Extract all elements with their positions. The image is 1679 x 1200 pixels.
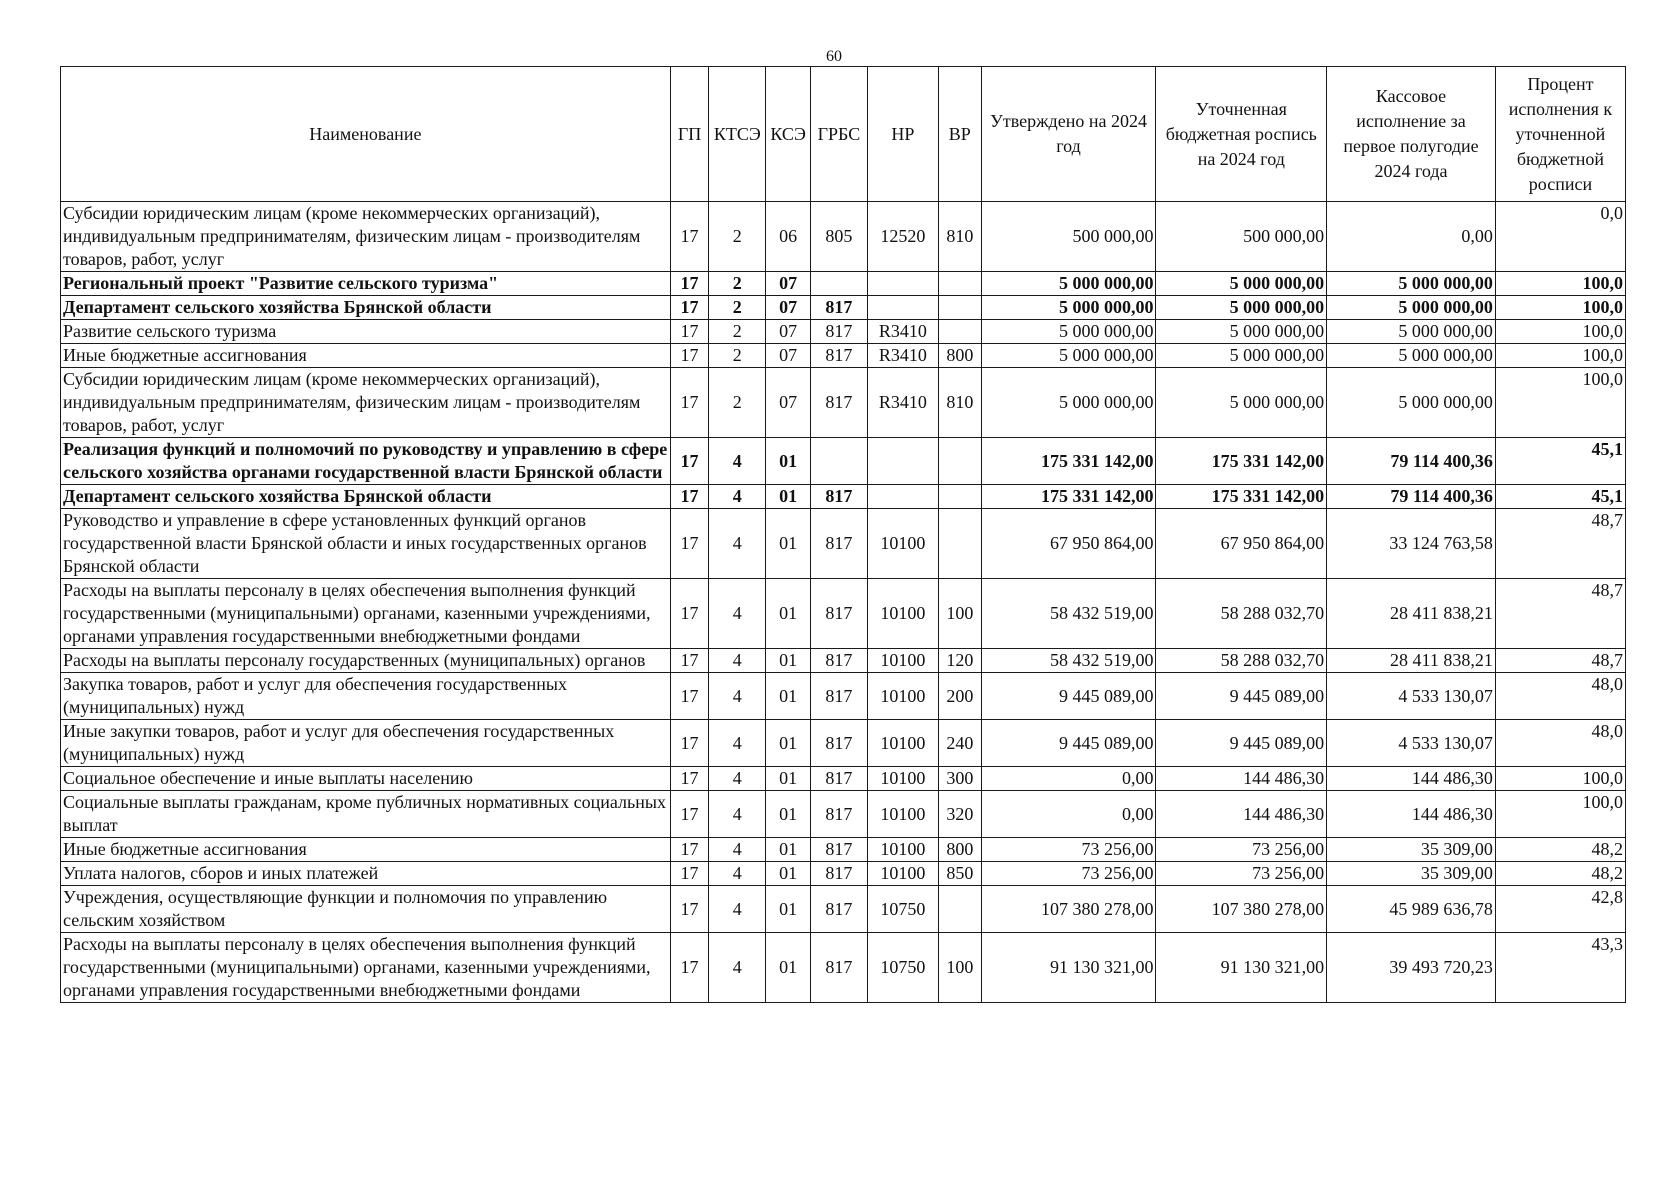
cell-gp: 17: [670, 296, 709, 320]
cell-approved: 500 000,00: [981, 202, 1156, 272]
cell-cash: 28 411 838,21: [1327, 649, 1496, 673]
cell-percent: 48,2: [1495, 838, 1625, 862]
cell-ktse: 4: [709, 579, 766, 649]
table-row: [61, 767, 1626, 791]
cell-approved: 107 380 278,00: [981, 886, 1156, 933]
cell-name: Учреждения, осуществляющие функции и полномочия по управлению сельским хозяйством: [61, 886, 671, 933]
cell-cash: 5 000 000,00: [1327, 296, 1496, 320]
cell-grbs: 817: [810, 344, 867, 368]
cell-refined: 5 000 000,00: [1156, 344, 1327, 368]
cell-gp: 17: [670, 320, 709, 344]
column-header-gp: ГП: [670, 67, 709, 202]
cell-ktse: 4: [709, 649, 766, 673]
table-row: [61, 933, 1626, 1003]
column-header-kse: КСЭ: [766, 67, 811, 202]
cell-refined: 58 288 032,70: [1156, 579, 1327, 649]
cell-name: Иные бюджетные ассигнования: [61, 838, 671, 862]
cell-gp: 17: [670, 649, 709, 673]
table-row: [61, 886, 1626, 933]
cell-vr: [938, 320, 981, 344]
column-header-approved: Утверждено на 2024 год: [981, 67, 1156, 202]
cell-percent: 45,1: [1495, 485, 1625, 509]
cell-name: Региональный проект "Развитие сельского туризма": [61, 272, 671, 296]
budget-execution-table: [60, 66, 1626, 1003]
cell-refined: 73 256,00: [1156, 838, 1327, 862]
cell-gp: 17: [670, 202, 709, 272]
cell-gp: 17: [670, 791, 709, 838]
cell-nr: 10750: [867, 886, 938, 933]
table-row: [61, 272, 1626, 296]
cell-nr: 10100: [867, 649, 938, 673]
cell-name: Иные закупки товаров, работ и услуг для обеспечения государственных (муниципальных) нужд: [61, 720, 671, 767]
cell-cash: 5 000 000,00: [1327, 368, 1496, 438]
cell-grbs: [810, 438, 867, 485]
cell-name: Социальные выплаты гражданам, кроме публичных нормативных социальных выплат: [61, 791, 671, 838]
cell-cash: 28 411 838,21: [1327, 579, 1496, 649]
cell-vr: 800: [938, 344, 981, 368]
table-row: [61, 838, 1626, 862]
cell-refined: 500 000,00: [1156, 202, 1327, 272]
cell-name: Социальное обеспечение и иные выплаты населению: [61, 767, 671, 791]
cell-refined: 175 331 142,00: [1156, 485, 1327, 509]
cell-kse: 01: [766, 886, 811, 933]
cell-nr: [867, 296, 938, 320]
cell-nr: [867, 438, 938, 485]
cell-cash: 5 000 000,00: [1327, 320, 1496, 344]
cell-approved: 9 445 089,00: [981, 673, 1156, 720]
cell-refined: 73 256,00: [1156, 862, 1327, 886]
cell-ktse: 4: [709, 673, 766, 720]
cell-approved: 175 331 142,00: [981, 485, 1156, 509]
cell-nr: 10750: [867, 933, 938, 1003]
cell-name: Расходы на выплаты персоналу в целях обеспечения выполнения функций государственными (муниципальными) органами, казенными учреждениями, органами управления государственными внебюджетными фондами: [61, 579, 671, 649]
cell-name: Расходы на выплаты персоналу государственных (муниципальных) органов: [61, 649, 671, 673]
cell-percent: 45,1: [1495, 438, 1625, 485]
cell-vr: 100: [938, 933, 981, 1003]
cell-nr: 10100: [867, 838, 938, 862]
cell-approved: 0,00: [981, 767, 1156, 791]
cell-gp: 17: [670, 933, 709, 1003]
table-row: [61, 579, 1626, 649]
cell-kse: 01: [766, 720, 811, 767]
cell-ktse: 4: [709, 838, 766, 862]
cell-approved: 5 000 000,00: [981, 368, 1156, 438]
cell-approved: 0,00: [981, 791, 1156, 838]
cell-vr: 810: [938, 202, 981, 272]
cell-kse: 07: [766, 368, 811, 438]
cell-nr: R3410: [867, 344, 938, 368]
cell-name: Иные бюджетные ассигнования: [61, 344, 671, 368]
cell-name: Субсидии юридическим лицам (кроме некоммерческих организаций), индивидуальным предпринимателям, физическим лицам - производителям товаров, работ, услуг: [61, 202, 671, 272]
cell-gp: 17: [670, 272, 709, 296]
cell-refined: 144 486,30: [1156, 791, 1327, 838]
table-row: [61, 344, 1626, 368]
cell-vr: [938, 296, 981, 320]
cell-percent: 43,3: [1495, 933, 1625, 1003]
cell-refined: 107 380 278,00: [1156, 886, 1327, 933]
cell-name: Закупка товаров, работ и услуг для обеспечения государственных (муниципальных) нужд: [61, 673, 671, 720]
cell-nr: R3410: [867, 320, 938, 344]
cell-ktse: 2: [709, 368, 766, 438]
cell-cash: 0,00: [1327, 202, 1496, 272]
cell-gp: 17: [670, 509, 709, 579]
cell-vr: 800: [938, 838, 981, 862]
cell-name: Субсидии юридическим лицам (кроме некоммерческих организаций), индивидуальным предпринимателям, физическим лицам - производителям товаров, работ, услуг: [61, 368, 671, 438]
cell-vr: 300: [938, 767, 981, 791]
cell-cash: 4 533 130,07: [1327, 720, 1496, 767]
cell-kse: 07: [766, 320, 811, 344]
cell-kse: 07: [766, 296, 811, 320]
cell-percent: 100,0: [1495, 368, 1625, 438]
cell-kse: 06: [766, 202, 811, 272]
cell-kse: 01: [766, 791, 811, 838]
cell-nr: 10100: [867, 791, 938, 838]
cell-ktse: 4: [709, 862, 766, 886]
cell-approved: 9 445 089,00: [981, 720, 1156, 767]
cell-gp: 17: [670, 838, 709, 862]
cell-approved: 67 950 864,00: [981, 509, 1156, 579]
cell-grbs: 817: [810, 767, 867, 791]
cell-percent: 100,0: [1495, 272, 1625, 296]
cell-cash: 35 309,00: [1327, 838, 1496, 862]
cell-grbs: 817: [810, 368, 867, 438]
cell-approved: 58 432 519,00: [981, 579, 1156, 649]
cell-refined: 175 331 142,00: [1156, 438, 1327, 485]
cell-refined: 144 486,30: [1156, 767, 1327, 791]
table-row: [61, 509, 1626, 579]
cell-approved: 5 000 000,00: [981, 272, 1156, 296]
cell-gp: 17: [670, 886, 709, 933]
cell-nr: 10100: [867, 509, 938, 579]
cell-nr: 10100: [867, 767, 938, 791]
table-row: [61, 862, 1626, 886]
cell-nr: R3410: [867, 368, 938, 438]
cell-refined: 91 130 321,00: [1156, 933, 1327, 1003]
cell-nr: 10100: [867, 579, 938, 649]
cell-cash: 45 989 636,78: [1327, 886, 1496, 933]
cell-kse: 01: [766, 509, 811, 579]
cell-approved: 91 130 321,00: [981, 933, 1156, 1003]
column-header-name: Наименование: [61, 67, 671, 202]
cell-kse: 01: [766, 838, 811, 862]
cell-percent: 100,0: [1495, 767, 1625, 791]
cell-ktse: 2: [709, 320, 766, 344]
cell-kse: 01: [766, 579, 811, 649]
cell-ktse: 2: [709, 344, 766, 368]
cell-ktse: 4: [709, 791, 766, 838]
table-row: [61, 296, 1626, 320]
cell-approved: 5 000 000,00: [981, 344, 1156, 368]
cell-percent: 48,7: [1495, 649, 1625, 673]
cell-cash: 4 533 130,07: [1327, 673, 1496, 720]
cell-nr: [867, 272, 938, 296]
cell-grbs: 817: [810, 886, 867, 933]
cell-percent: 48,0: [1495, 673, 1625, 720]
cell-percent: 100,0: [1495, 791, 1625, 838]
cell-kse: 01: [766, 438, 811, 485]
cell-cash: 144 486,30: [1327, 791, 1496, 838]
cell-approved: 5 000 000,00: [981, 320, 1156, 344]
cell-approved: 73 256,00: [981, 838, 1156, 862]
cell-percent: 48,0: [1495, 720, 1625, 767]
column-header-cash: Кассовое исполнение за первое полугодие 2024 года: [1327, 67, 1496, 202]
cell-refined: 9 445 089,00: [1156, 720, 1327, 767]
cell-percent: 48,7: [1495, 579, 1625, 649]
cell-ktse: 2: [709, 296, 766, 320]
cell-gp: 17: [670, 720, 709, 767]
cell-nr: 10100: [867, 720, 938, 767]
cell-vr: [938, 272, 981, 296]
cell-gp: 17: [670, 438, 709, 485]
column-header-ktse: КТСЭ: [709, 67, 766, 202]
column-header-nr: НР: [867, 67, 938, 202]
table-header-row: [61, 67, 1626, 202]
cell-ktse: 4: [709, 767, 766, 791]
cell-grbs: 817: [810, 838, 867, 862]
cell-ktse: 4: [709, 720, 766, 767]
table-body: [61, 202, 1626, 1003]
cell-percent: 48,2: [1495, 862, 1625, 886]
cell-name: Расходы на выплаты персоналу в целях обеспечения выполнения функций государственными (муниципальными) органами, казенными учреждениями, органами управления государственными внебюджетными фондами: [61, 933, 671, 1003]
cell-kse: 01: [766, 673, 811, 720]
cell-vr: 320: [938, 791, 981, 838]
cell-percent: 100,0: [1495, 344, 1625, 368]
cell-vr: [938, 438, 981, 485]
cell-ktse: 4: [709, 485, 766, 509]
table-row: [61, 791, 1626, 838]
cell-refined: 58 288 032,70: [1156, 649, 1327, 673]
cell-refined: 5 000 000,00: [1156, 296, 1327, 320]
cell-grbs: 817: [810, 720, 867, 767]
cell-vr: 120: [938, 649, 981, 673]
cell-grbs: 817: [810, 296, 867, 320]
cell-percent: 48,7: [1495, 509, 1625, 579]
cell-approved: 5 000 000,00: [981, 296, 1156, 320]
cell-percent: 0,0: [1495, 202, 1625, 272]
cell-nr: 12520: [867, 202, 938, 272]
column-header-percent: Процент исполнения к уточненной бюджетной росписи: [1495, 67, 1625, 202]
cell-cash: 144 486,30: [1327, 767, 1496, 791]
table-row: [61, 202, 1626, 272]
cell-kse: 01: [766, 649, 811, 673]
cell-gp: 17: [670, 579, 709, 649]
table-row: [61, 368, 1626, 438]
cell-grbs: [810, 272, 867, 296]
cell-name: Департамент сельского хозяйства Брянской области: [61, 485, 671, 509]
cell-vr: 240: [938, 720, 981, 767]
cell-grbs: 817: [810, 649, 867, 673]
cell-gp: 17: [670, 767, 709, 791]
cell-percent: 42,8: [1495, 886, 1625, 933]
cell-kse: 07: [766, 272, 811, 296]
cell-nr: 10100: [867, 862, 938, 886]
cell-grbs: 817: [810, 933, 867, 1003]
cell-name: Руководство и управление в сфере установленных функций органов государственной власти Брянской области и иных государственных органов Брянской области: [61, 509, 671, 579]
cell-nr: [867, 485, 938, 509]
cell-approved: 175 331 142,00: [981, 438, 1156, 485]
cell-ktse: 4: [709, 438, 766, 485]
cell-kse: 01: [766, 485, 811, 509]
cell-gp: 17: [670, 368, 709, 438]
cell-gp: 17: [670, 485, 709, 509]
cell-grbs: 817: [810, 579, 867, 649]
cell-cash: 5 000 000,00: [1327, 272, 1496, 296]
cell-vr: 810: [938, 368, 981, 438]
cell-cash: 39 493 720,23: [1327, 933, 1496, 1003]
cell-refined: 5 000 000,00: [1156, 272, 1327, 296]
cell-approved: 58 432 519,00: [981, 649, 1156, 673]
cell-cash: 5 000 000,00: [1327, 344, 1496, 368]
column-header-refined: Уточненная бюджетная роспись на 2024 год: [1156, 67, 1327, 202]
table-row: [61, 320, 1626, 344]
cell-vr: 200: [938, 673, 981, 720]
cell-cash: 79 114 400,36: [1327, 438, 1496, 485]
cell-grbs: 817: [810, 791, 867, 838]
cell-grbs: 805: [810, 202, 867, 272]
cell-vr: 850: [938, 862, 981, 886]
cell-vr: [938, 886, 981, 933]
cell-ktse: 4: [709, 933, 766, 1003]
cell-kse: 07: [766, 344, 811, 368]
table-row: [61, 438, 1626, 485]
cell-percent: 100,0: [1495, 296, 1625, 320]
cell-vr: [938, 485, 981, 509]
cell-vr: [938, 509, 981, 579]
cell-kse: 01: [766, 767, 811, 791]
page-number: 60: [826, 48, 842, 65]
cell-gp: 17: [670, 862, 709, 886]
cell-name: Департамент сельского хозяйства Брянской области: [61, 296, 671, 320]
cell-ktse: 2: [709, 202, 766, 272]
cell-name: Уплата налогов, сборов и иных платежей: [61, 862, 671, 886]
cell-name: Развитие сельского туризма: [61, 320, 671, 344]
cell-name: Реализация функций и полномочий по руководству и управлению в сфере сельского хозяйства органами государственной власти Брянской области: [61, 438, 671, 485]
cell-approved: 73 256,00: [981, 862, 1156, 886]
cell-refined: 9 445 089,00: [1156, 673, 1327, 720]
cell-grbs: 817: [810, 509, 867, 579]
cell-grbs: 817: [810, 320, 867, 344]
cell-gp: 17: [670, 344, 709, 368]
cell-gp: 17: [670, 673, 709, 720]
cell-ktse: 4: [709, 509, 766, 579]
table-row: [61, 720, 1626, 767]
cell-cash: 79 114 400,36: [1327, 485, 1496, 509]
cell-ktse: 4: [709, 886, 766, 933]
table-row: [61, 649, 1626, 673]
cell-refined: 67 950 864,00: [1156, 509, 1327, 579]
column-header-vr: ВР: [938, 67, 981, 202]
cell-grbs: 817: [810, 485, 867, 509]
cell-kse: 01: [766, 933, 811, 1003]
cell-kse: 01: [766, 862, 811, 886]
cell-percent: 100,0: [1495, 320, 1625, 344]
cell-refined: 5 000 000,00: [1156, 368, 1327, 438]
cell-refined: 5 000 000,00: [1156, 320, 1327, 344]
cell-ktse: 2: [709, 272, 766, 296]
cell-nr: 10100: [867, 673, 938, 720]
cell-vr: 100: [938, 579, 981, 649]
table-row: [61, 673, 1626, 720]
column-header-grbs: ГРБС: [810, 67, 867, 202]
cell-cash: 35 309,00: [1327, 862, 1496, 886]
cell-grbs: 817: [810, 673, 867, 720]
cell-cash: 33 124 763,58: [1327, 509, 1496, 579]
table-row: [61, 485, 1626, 509]
cell-grbs: 817: [810, 862, 867, 886]
